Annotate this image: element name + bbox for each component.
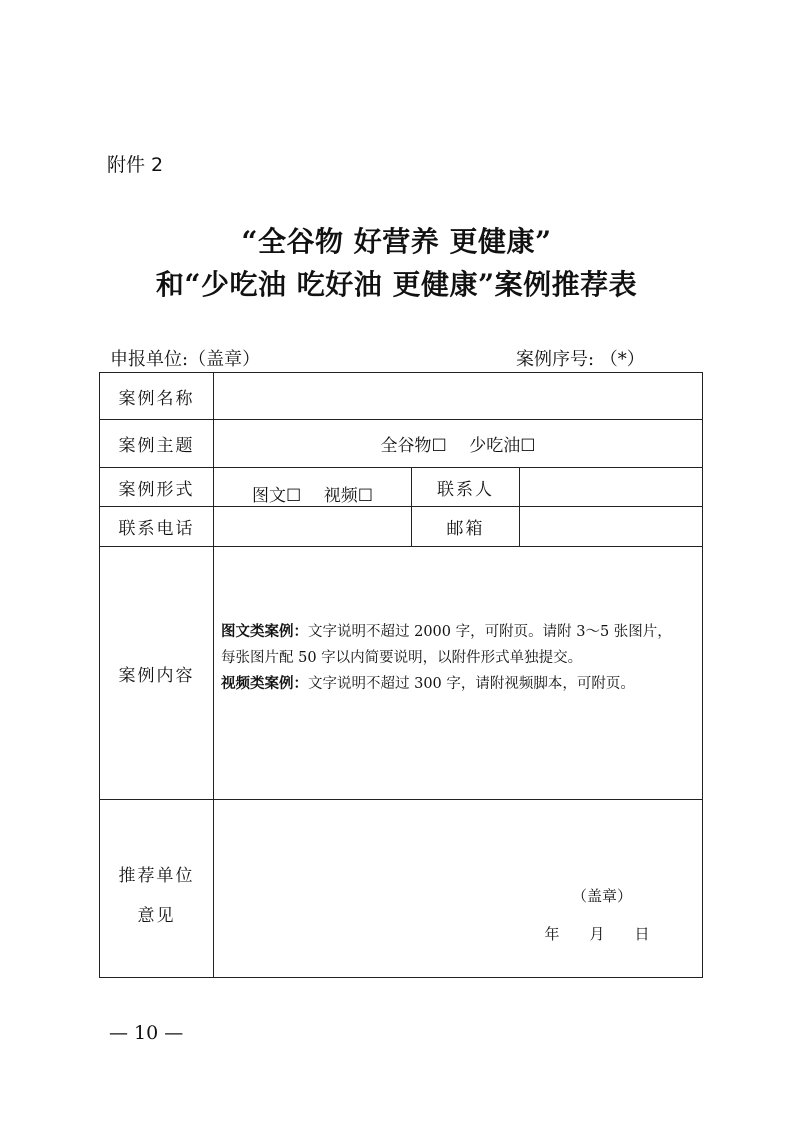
row-divider (100, 799, 702, 800)
attachment-label: 附件 2 (107, 154, 164, 176)
case-name-field[interactable] (214, 373, 702, 419)
graphic-case-text-2: 每张图片配 50 字以内简要说明，以附件形式单独提交。 (221, 650, 583, 666)
video-case-text: 文字说明不超过 300 字，请附视频脚本，可附页。 (308, 676, 635, 692)
phone-field[interactable] (214, 507, 411, 546)
date-placeholder: 年 月 日 (544, 924, 650, 943)
case-content-label: 案例内容 (118, 665, 195, 686)
form-title-line-1: “全谷物 好营养 更健康” (241, 225, 552, 258)
email-label: 邮箱 (446, 519, 485, 539)
phone-label: 联系电话 (118, 519, 195, 539)
video-case-title: 视频类案例： (221, 676, 308, 692)
recommendation-form-table (99, 372, 703, 978)
contact-person-field[interactable] (520, 468, 702, 506)
format-options[interactable]: 图文☐ 视频☐ (252, 485, 373, 506)
case-name-label: 案例名称 (118, 388, 195, 409)
theme-options[interactable]: 全谷物☐ 少吃油☐ (380, 436, 536, 456)
recommend-unit-label-line-1: 推荐单位 (118, 865, 195, 886)
recommend-unit-label-line-2: 意见 (137, 905, 176, 926)
case-number-field: 案例序号: （*） (516, 349, 645, 370)
seal-placeholder: （盖章） (571, 886, 632, 905)
case-format-label: 案例形式 (118, 479, 195, 500)
form-title-line-2: 和“少吃油 吃好油 更健康”案例推荐表 (155, 268, 638, 301)
graphic-case-text: 文字说明不超过 2000 字，可附页。请附 3～5 张图片， (308, 624, 672, 640)
page-number: — 10 — (109, 1022, 184, 1044)
case-theme-label: 案例主题 (118, 436, 195, 456)
email-field[interactable] (520, 507, 702, 546)
case-content-instructions (221, 619, 697, 697)
contact-person-label: 联系人 (437, 479, 494, 500)
applicant-unit-field: 申报单位:（盖章） (110, 349, 261, 370)
graphic-case-title: 图文类案例： (221, 624, 308, 640)
